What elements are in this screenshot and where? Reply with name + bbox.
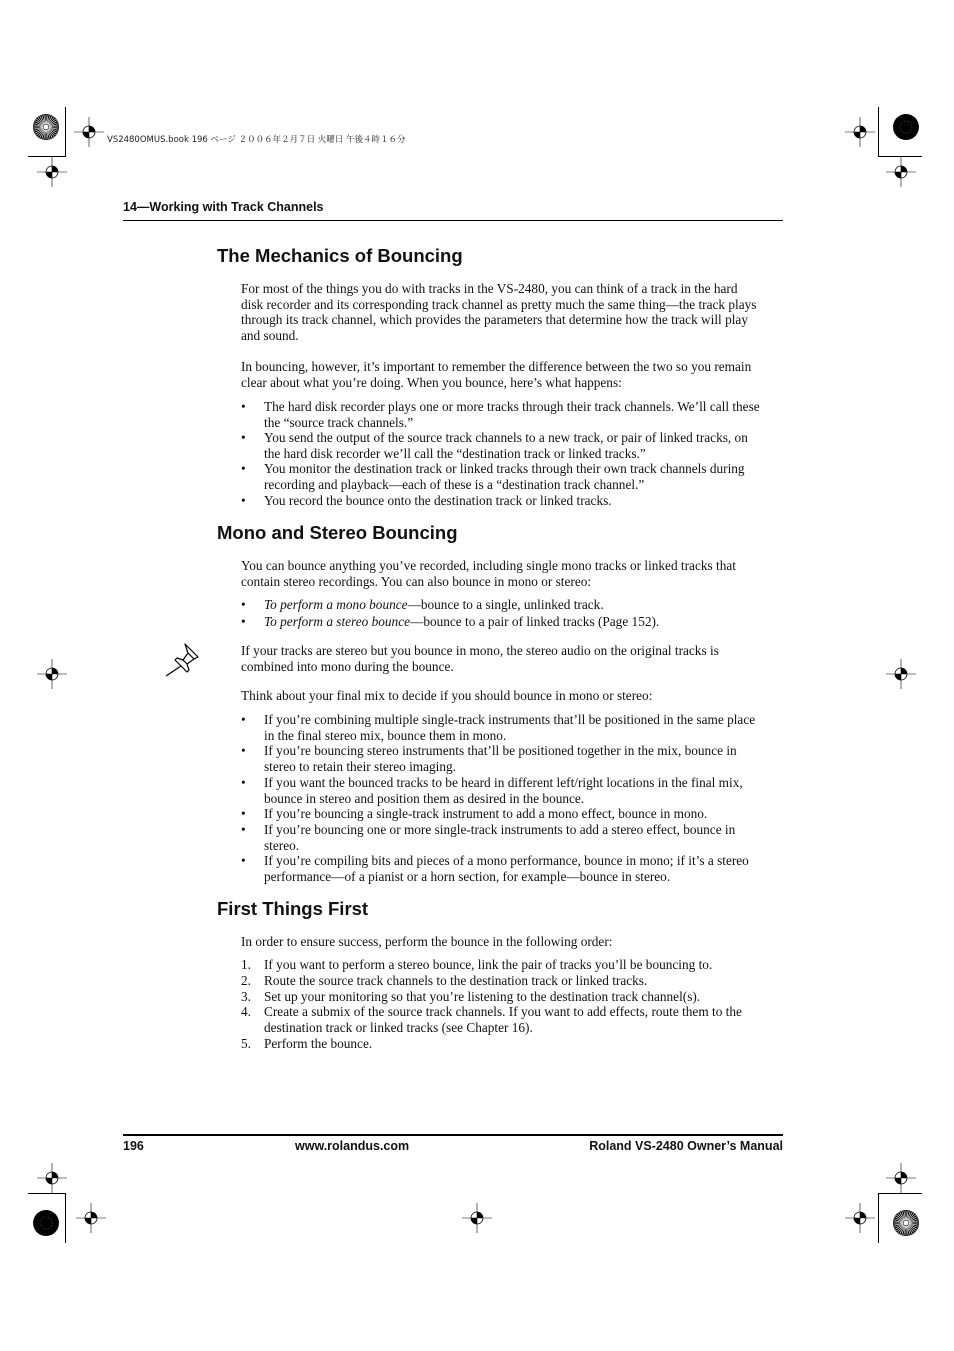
- page-number: 196: [123, 1139, 144, 1153]
- list-item-text: You monitor the destination track or linked tracks through their own track channels during recording and playback—each of these is a “destination track channel.”: [264, 461, 745, 492]
- footer-url[interactable]: www.rolandus.com: [295, 1139, 410, 1153]
- numbered-step: [241, 1004, 764, 1035]
- list-item: [241, 853, 764, 884]
- list-item: [241, 822, 764, 853]
- numbered-step: [241, 973, 764, 989]
- crosshair-registration-icon: [76, 1203, 106, 1233]
- disc-registration-icon: [892, 113, 920, 141]
- list-item-text: If you’re bouncing one or more single-track instruments to add a stereo effect, bounce in stereo.: [264, 822, 736, 853]
- list-item-text: If you’re compiling bits and pieces of a mono performance, bounce in mono; if it’s a stereo performance—of a pianist or a horn section, for example—bounce in stereo.: [264, 853, 749, 884]
- list-item-text: If you’re bouncing a single-track instrument to add a mono effect, bounce in mono.: [264, 806, 708, 821]
- list-item: [241, 614, 764, 630]
- bullet-icon: •: [241, 493, 246, 508]
- header-rule: [123, 220, 783, 221]
- bullet-icon: •: [241, 597, 246, 612]
- bullet-icon: •: [241, 461, 246, 476]
- list-item-text: You record the bounce onto the destination track or linked tracks.: [264, 493, 612, 508]
- list-item: [241, 597, 764, 613]
- list-item-text: —bounce to a pair of linked tracks (Page 152).: [410, 614, 660, 629]
- step-text: If you want to perform a stereo bounce, link the pair of tracks you’ll be bouncing to.: [264, 957, 713, 972]
- crosshair-registration-icon: [74, 117, 104, 147]
- section-title-first-things: First Things First: [217, 898, 369, 919]
- mono-bounce-term: To perform a mono bounce: [264, 597, 408, 612]
- mechanics-paragraph-1: For most of the things you do with tracks in the VS-2480, you can think of a track in the hard disk recorder and its corresponding track channel as pretty much the same thing—the track plays through its track channel, which provides the parameters that determine how the track will play and sound.: [241, 281, 757, 343]
- footer-rule: [123, 1134, 783, 1136]
- step-number: 3.: [241, 989, 251, 1004]
- disc-registration-icon: [32, 1209, 60, 1237]
- list-item: [241, 712, 764, 743]
- mono-stereo-paragraph-1: You can bounce anything you’ve recorded, including single mono tracks or linked tracks that contain stereo recordings. You can also bounce in mono or stereo:: [241, 558, 736, 589]
- crosshair-registration-icon: [845, 117, 875, 147]
- numbered-step: [241, 1036, 764, 1052]
- list-item-text: If you’re bouncing stereo instruments that’ll be positioned together in the mix, bounce in stereo to retain their stereo imaging.: [264, 743, 737, 774]
- list-item: [241, 399, 764, 430]
- first-things-paragraph: In order to ensure success, perform the bounce in the following order:: [241, 934, 613, 949]
- step-text: Perform the bounce.: [264, 1036, 373, 1051]
- bullet-icon: •: [241, 614, 246, 629]
- list-item: [241, 493, 764, 509]
- step-number: 5.: [241, 1036, 251, 1051]
- bullet-icon: •: [241, 775, 246, 790]
- list-item: [241, 461, 764, 492]
- section-title-mono-stereo: Mono and Stereo Bouncing: [217, 522, 458, 543]
- note-text: If your tracks are stereo but you bounce in mono, the stereo audio on the original tracks is combined into mono during the bounce.: [241, 643, 719, 674]
- bullet-icon: •: [241, 853, 246, 868]
- list-item-text: If you want the bounced tracks to be heard in different left/right locations in the final mix, bounce in stereo and position them as desired in the bounce.: [264, 775, 743, 806]
- step-text: Set up your monitoring so that you’re listening to the destination track channel(s).: [264, 989, 701, 1004]
- print-info: VS2480OMUS.book 196 ページ ２００６年２月７日 火曜日 午後４時１６分: [107, 135, 406, 145]
- bullet-icon: •: [241, 430, 246, 445]
- bullet-icon: •: [241, 806, 246, 821]
- list-item: [241, 806, 764, 822]
- list-item-text: If you’re combining multiple single-track instruments that’ll be positioned in the same place in the final stereo mix, bounce them in mono.: [264, 712, 756, 743]
- numbered-step: [241, 957, 764, 973]
- stereo-bounce-term: To perform a stereo bounce: [264, 614, 411, 629]
- starburst-registration-icon: [892, 1209, 920, 1237]
- step-text: Route the source track channels to the destination track or linked tracks.: [264, 973, 648, 988]
- crosshair-registration-icon: [845, 1203, 875, 1233]
- section-title-mechanics: The Mechanics of Bouncing: [217, 245, 463, 266]
- list-item: [241, 743, 764, 774]
- running-header: 14—Working with Track Channels: [123, 200, 324, 214]
- bullet-icon: •: [241, 743, 246, 758]
- list-item: [241, 430, 764, 461]
- list-item-text: You send the output of the source track channels to a new track, or pair of linked tracks, on the hard disk recorder we’ll call the “destination track or linked tracks.”: [264, 430, 748, 461]
- mechanics-paragraph-2: In bouncing, however, it’s important to remember the difference between the two so you remain clear about what you’re doing. When you bounce, here’s what happens:: [241, 359, 752, 390]
- bullet-icon: •: [241, 399, 246, 414]
- crosshair-registration-icon: [37, 659, 67, 689]
- step-number: 2.: [241, 973, 251, 988]
- crosshair-registration-icon: [462, 1203, 492, 1233]
- mono-stereo-paragraph-2: Think about your final mix to decide if you should bounce in mono or stereo:: [241, 688, 653, 703]
- crosshair-registration-icon: [886, 157, 916, 187]
- step-text: Create a submix of the source track channels. If you want to add effects, route them to the destination track or linked tracks (see Chapter 16).: [264, 1004, 742, 1035]
- crosshair-registration-icon: [886, 1163, 916, 1193]
- list-item-text: The hard disk recorder plays one or more tracks through their track channels. We’ll call these the “source track channels.”: [264, 399, 760, 430]
- step-number: 1.: [241, 957, 251, 972]
- bullet-icon: •: [241, 822, 246, 837]
- starburst-registration-icon: [32, 113, 60, 141]
- pushpin-icon: [163, 641, 201, 679]
- bullet-icon: •: [241, 712, 246, 727]
- list-item-text: —bounce to a single, unlinked track.: [407, 597, 604, 612]
- crosshair-registration-icon: [37, 157, 67, 187]
- list-item: [241, 775, 764, 806]
- crosshair-registration-icon: [886, 659, 916, 689]
- crosshair-registration-icon: [37, 1163, 67, 1193]
- step-number: 4.: [241, 1004, 251, 1019]
- numbered-step: [241, 989, 764, 1005]
- footer-manual-title: Roland VS-2480 Owner’s Manual: [589, 1139, 783, 1153]
